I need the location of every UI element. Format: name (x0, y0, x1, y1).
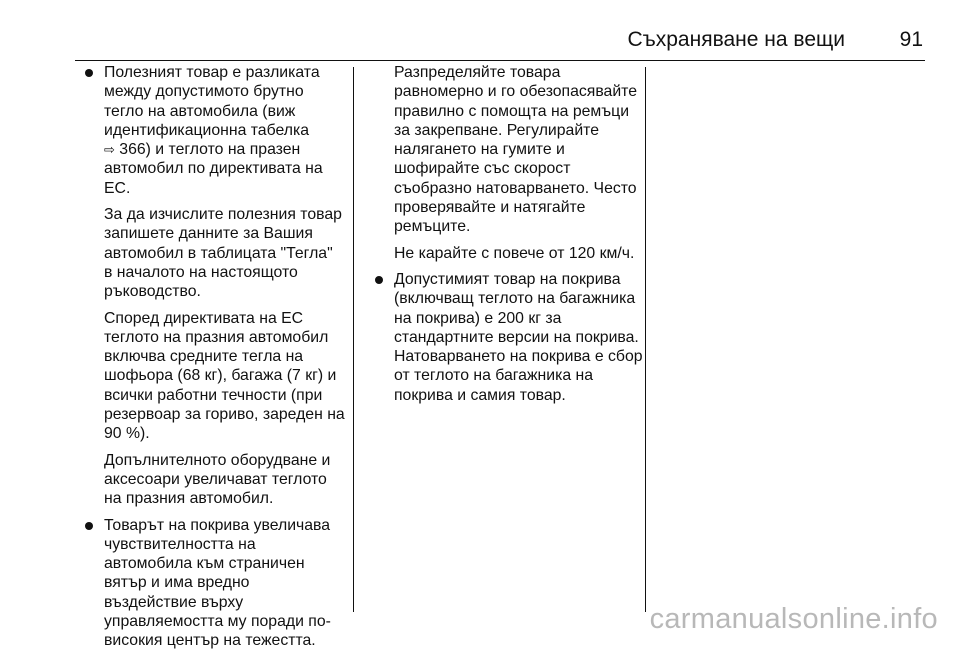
bullet-dot-icon (375, 276, 383, 284)
watermark: carmanualsonline.info (649, 603, 938, 635)
cross-reference-link[interactable]: 366) и теглото на празен автомобил по директивата на ЕС. (104, 141, 323, 197)
paragraph-speed-limit: Не карайте с повече от 120 км/ч. (394, 244, 635, 262)
paragraph-text: Товарът на покрива увеличава чувствителността на автомобила към страничен вятър и има вредно въздействие върху управляемостта му поради по-високия център на тежестта. (104, 516, 331, 650)
paragraph-directive: Според директивата на ЕС теглото на празния автомобил включва средните тегла на шофьора (68 кг), багажа (7 кг) и всички работни течности (при резервоар за гориво, зареден на 90 %). (104, 309, 345, 443)
paragraph-accessories: Допълнителното оборудване и аксесоари увеличават теглото на празния автомобил. (104, 451, 331, 508)
column-divider (353, 67, 354, 612)
bullet-paragraph-roof-capacity (365, 270, 645, 405)
page-header (75, 26, 925, 56)
paragraph-calculation: За да изчислите полезния товар запишете данните за Вашия автомобил в таблицата "Тегла" в началото на настоящото ръководство. (104, 206, 342, 301)
cross-reference-arrow-icon: ⇨ (104, 142, 115, 158)
right-column (365, 63, 645, 412)
bullet-dot-icon (85, 69, 93, 77)
paragraph-text: Полезният товар е разликата между допустимото брутно тегло на автомобила (виж идентификационна табелка (104, 64, 320, 139)
bullet-paragraph-roof-load (75, 516, 345, 651)
section-title: Съхраняване на вещи (627, 28, 845, 51)
paragraph-text: Допустимият товар на покрива (включващ теглото на багажника на покрива) е 200 кг за стандартните версии на покрива. Натоварването на покрива е сбор от теглото на багажника на покрива и самия товар. (394, 270, 643, 404)
paragraph-distribute-load: Разпределяйте товара равномерно и го обезопасявайте правилно с помощта на ремъци за закрепване. Регулирайте налягането на гумите и шофирайте със скорост съобразно натоварването. Често проверявайте и натягайте ремъците. (394, 64, 638, 236)
page-number: 91 (899, 28, 923, 51)
column-divider (645, 67, 646, 612)
bullet-paragraph-payload (75, 63, 345, 198)
left-column (75, 63, 345, 658)
header-rule (75, 60, 925, 61)
bullet-dot-icon (85, 522, 93, 530)
